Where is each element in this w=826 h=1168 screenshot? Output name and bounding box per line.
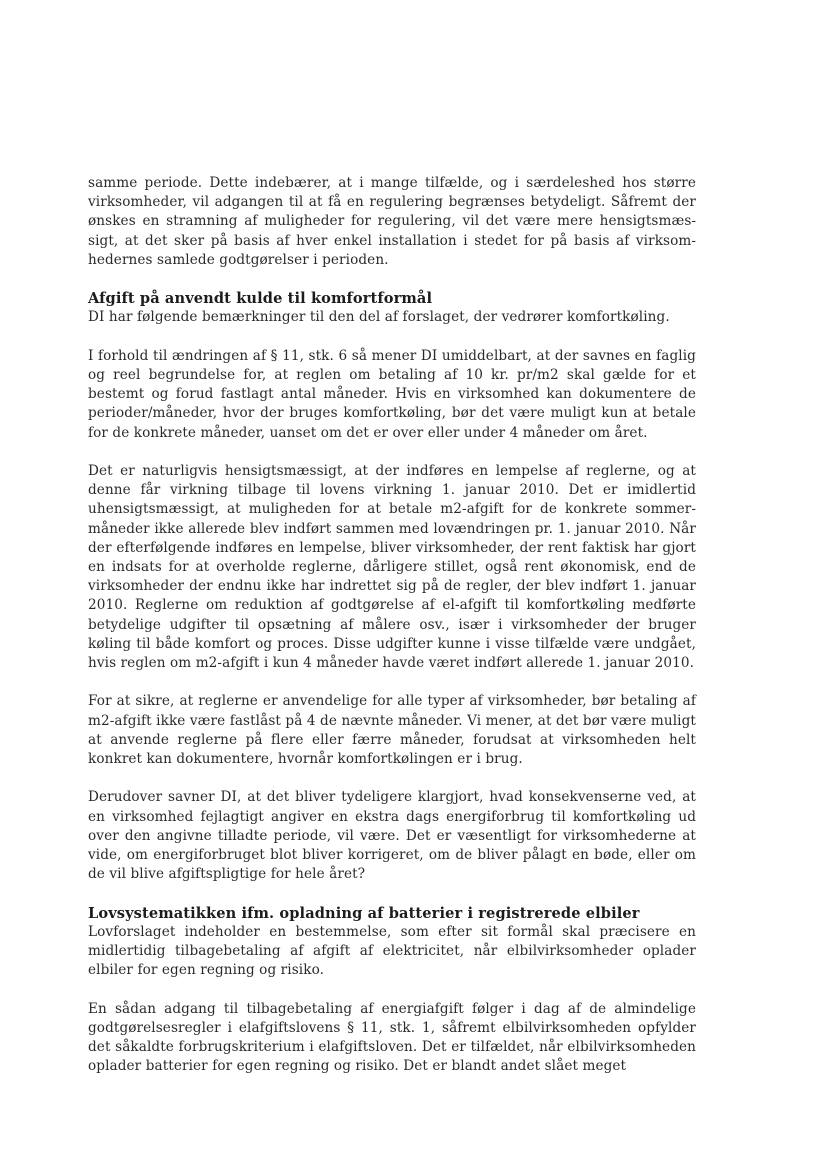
heading-ev-battery-charging: Lovsystematikken ifm. opladning af batterier i registrerede elbiler bbox=[88, 904, 640, 922]
paragraph-m2-tax-months: For at sikre, at reglerne er anvendelige for alle typer af virksomheder, bør betaling af m2-afgift ikke være fastlåst på 4 de nævnte måneder. Vi mener, at det bør være muligt at anvende reglerne på flere eller færre måneder, forudsat at virksomheden helt konkret kan dokumentere, hvornår komfortkølingen er i brug. bbox=[88, 693, 696, 768]
paragraph-relaxation-rules: Det er naturligvis hensigtsmæssigt, at der indføres en lempelse af reglerne, og at denne får virkning tilbage til lovens virkning 1. januar 2010. Det er imidlertid uhensigtsmæssigt, at muligheden for at betale m2-afgift for de konkrete sommermåneder ikke allerede blev indført sammen med lovændringen pr. 1. januar 2010. Når der efterfølgende indføres en lempelse, bliver virksomheder, der rent faktisk har gjort en indsats for at overholde reglerne, dårligere stillet, også rent økonomisk, end de virksomheder der endnu ikke har indrettet sig på de regler, der blev indført 1. januar 2010. Reglerne om reduktion af godtgørelse af el-afgift til komfortkøling medførte betydelige udgifter til opsætning af målere osv., især i virksomheder der bruger køling til både komfort og proces. Disse udgifter kunne i visse tilfælde være undgået, hvis reglen om m2-afgift i kun 4 måneder havde været indført allerede 1. januar 2010. bbox=[88, 463, 696, 672]
document-page bbox=[88, 174, 696, 1096]
paragraph-di-remarks: DI har følgende bemærkninger til den del af forslaget, der vedrører komfortkøling. bbox=[88, 309, 670, 326]
paragraph-refund-access: En sådan adgang til tilbagebetaling af energiafgift følger i dag af de almindelige godtgørelsesregler i elafgiftslovens § 11, stk. 1, såfremt elbilvirksomheden opfylder det såkaldte forbrugskriterium i elafgiftsloven. Det er tilfældet, når elbilvirksomheden oplader batterier for egen regning og risiko. Det er blandt andet slået meget bbox=[88, 1000, 696, 1075]
paragraph-bill-provision: Lovforslaget indeholder en bestemmelse, som efter sit formål skal præcisere en midlertidig tilbagebetaling af afgift af elektricitet, når elbilvirksomheder oplader elbiler for egen regning og risiko. bbox=[88, 923, 696, 979]
paragraph-regulation-period: samme periode. Dette indebærer, at i mange tilfælde, og i særdeleshed hos større virksomheder, vil adgangen til at få en regulering begrænses betydeligt. Såfremt der ønskes en stramning af muligheder for regulering, vil det være mere hensigtsmæssigt, at det sker på basis af hver enkel installation i stedet for på basis af virksomhedernes samlede godtgørelser i perioden. bbox=[88, 175, 696, 268]
heading-comfort-cooling: Afgift på anvendt kulde til komfortformål bbox=[88, 290, 433, 308]
paragraph-consequences: Derudover savner DI, at det bliver tydeligere klargjort, hvad konsekvenserne ved, at en virksomhed fejlagtigt angiver en ekstra dags energiforbrug til komfortkøling ud over den angivne tilladte periode, vil være. Det er væsentligt for virksomhederne at vide, om energiforbruget blot bliver korrigeret, om de bliver pålagt en bøde, eller om de vil blive afgiftspligtige for hele året? bbox=[88, 789, 696, 883]
paragraph-section-11-stk-6: I forhold til ændringen af § 11, stk. 6 så mener DI umiddelbart, at der savnes en faglig og reel begrundelse for, at reglen om betaling af 10 kr. pr/m2 skal gælde for et bestemt og forud fastlagt antal måneder. Hvis en virksomhed kan dokumentere de perioder/måneder, hvor der bruges komfortkøling, bør det være muligt kun at betale for de konkrete måneder, uanset om det er over eller under 4 måneder om året. bbox=[88, 347, 696, 441]
